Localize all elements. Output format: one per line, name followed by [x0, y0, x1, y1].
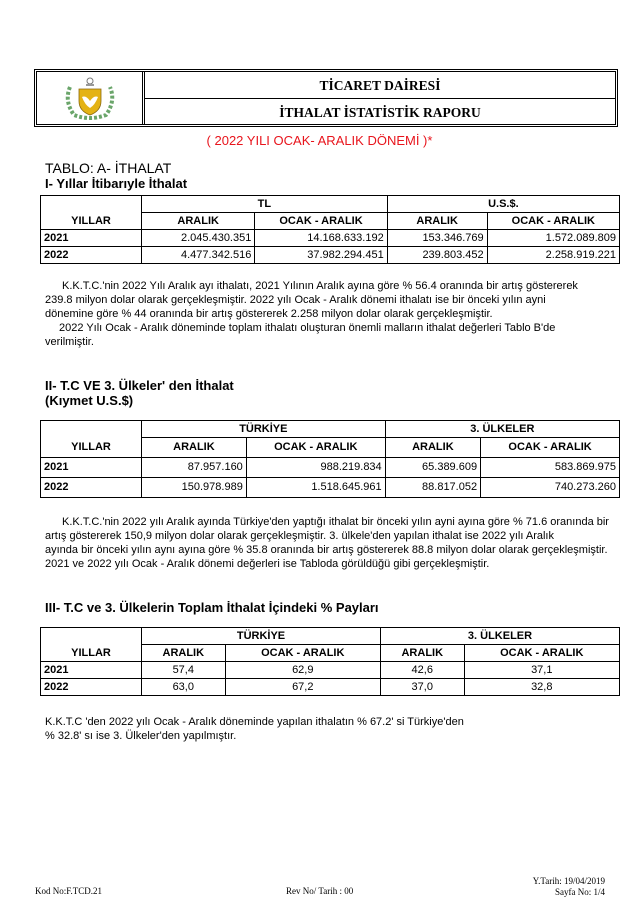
section1-paragraph: K.K.T.C.'nin 2022 Yılı Aralık ayı ithalatı, 2021 Yılının Aralık ayına göre % 56.4 oranında bir artış göstererek 239.8 milyon dolar olarak gerçekleşmiştir. 2022 yılı Ocak - Aralık dönemi ithalatı ise bir önceki yılın ayni dönemine göre % 44 oranında bir artış göstererek 2.258 milyon dolar olarak gerçekleşmiştir. 2022 Yılı Ocak - Aralık döneminde toplam ithalatı oluşturan önemli malların ithalat değerleri Tablo B'de verilmiştir. — [45, 280, 578, 348]
col-header-ocak-aralik: OCAK - ARALIK — [225, 645, 380, 662]
group-third-countries: 3. ÜLKELER — [385, 421, 619, 438]
table-label: TABLO: A- İTHALAT — [45, 160, 172, 176]
table-row: 2022 63,0 67,2 37,0 32,8 — [41, 679, 620, 696]
col-header-ocak-aralik: OCAK - ARALIK — [481, 438, 620, 458]
section3-title: III- T.C ve 3. Ülkelerin Toplam İthalat İçindeki % Payları — [45, 600, 379, 615]
group-third-countries: 3. ÜLKELER — [380, 628, 619, 645]
col-header-aralik: ARALIK — [142, 645, 226, 662]
coat-of-arms-icon — [60, 75, 120, 121]
table-row: 2021 57,4 62,9 42,6 37,1 — [41, 662, 620, 679]
footer-date: Y.Tarih: 19/04/2019 — [532, 876, 605, 886]
col-header-years: YILLAR — [41, 438, 142, 458]
col-header-aralik: ARALIK — [142, 213, 255, 230]
col-header-aralik: ARALIK — [387, 213, 487, 230]
footer-code: Kod No:F.TCD.21 — [35, 886, 103, 896]
table-row: 2021 2.045.430.351 14.168.633.192 153.346.769 1.572.089.809 — [41, 230, 620, 247]
group-tl: TL — [142, 196, 388, 213]
report-header — [34, 69, 618, 127]
col-header-ocak-aralik: OCAK - ARALIK — [464, 645, 619, 662]
col-header-aralik: ARALIK — [142, 438, 247, 458]
section2-table — [40, 420, 620, 498]
col-header-years: YILLAR — [41, 645, 142, 662]
footer-page: Sayfa No: 1/4 — [555, 887, 605, 897]
report-period: ( 2022 YILI OCAK- ARALIK DÖNEMİ )* — [206, 133, 433, 148]
section3-table — [40, 627, 620, 696]
section3-paragraph: K.K.T.C 'den 2022 yılı Ocak - Aralık döneminde yapılan ithalatın % 67.2' si Türkiye'den % 32.8' sı ise 3. Ülkeler'den yapılmıştır. — [45, 716, 464, 742]
col-header-years: YILLAR — [41, 213, 142, 230]
table-row: 2022 4.477.342.516 37.982.294.451 239.803.452 2.258.919.221 — [41, 247, 620, 264]
group-turkiye: TÜRKİYE — [142, 421, 386, 438]
report-title: İTHALAT İSTATİSTİK RAPORU — [279, 105, 481, 120]
section1-title: I- Yıllar İtibarıyle İthalat — [45, 176, 188, 191]
logo-cell — [37, 72, 145, 124]
group-usd: U.S.$. — [387, 196, 619, 213]
group-turkiye: TÜRKİYE — [142, 628, 381, 645]
section2-subtitle: (Kıymet U.S.$) — [45, 393, 134, 408]
col-header-ocak-aralik: OCAK - ARALIK — [255, 213, 387, 230]
col-header-ocak-aralik: OCAK - ARALIK — [246, 438, 385, 458]
col-header-aralik: ARALIK — [385, 438, 480, 458]
section2-title: II- T.C VE 3. Ülkeler' den İthalat — [45, 378, 234, 393]
footer-revision: Rev No/ Tarih : 00 — [286, 886, 354, 896]
table-row: 2021 87.957.160 988.219.834 65.389.609 583.869.975 — [41, 457, 620, 477]
header-titles — [145, 72, 615, 124]
section1-table — [40, 195, 620, 264]
section2-paragraph: K.K.T.C.'nin 2022 yılı Aralık ayında Türkiye'den yaptığı ithalat bir önceki yılın ayni ayına göre % 71.6 oranında bir artış göstererek 150,9 milyon dolar olarak gerçekleşmiştir. 3. ülkele'den yapılan ithalat ise 2022 yılı Aralık ayında bir önceki yılın aynı ayına göre % 35.8 oranında bir artış göstererek 88.8 milyon dolar olarak gerçekleşmiştir. 2021 ve 2022 yılı Ocak - Aralık dönemi değerleri ise Tabloda görüldüğü gibi gerçekleşmiştir. — [45, 516, 609, 570]
col-header-aralik: ARALIK — [380, 645, 464, 662]
table-row: 2022 150.978.989 1.518.645.961 88.817.052 740.273.260 — [41, 477, 620, 497]
col-header-ocak-aralik: OCAK - ARALIK — [487, 213, 619, 230]
department-name: TİCARET DAİRESİ — [145, 72, 615, 99]
